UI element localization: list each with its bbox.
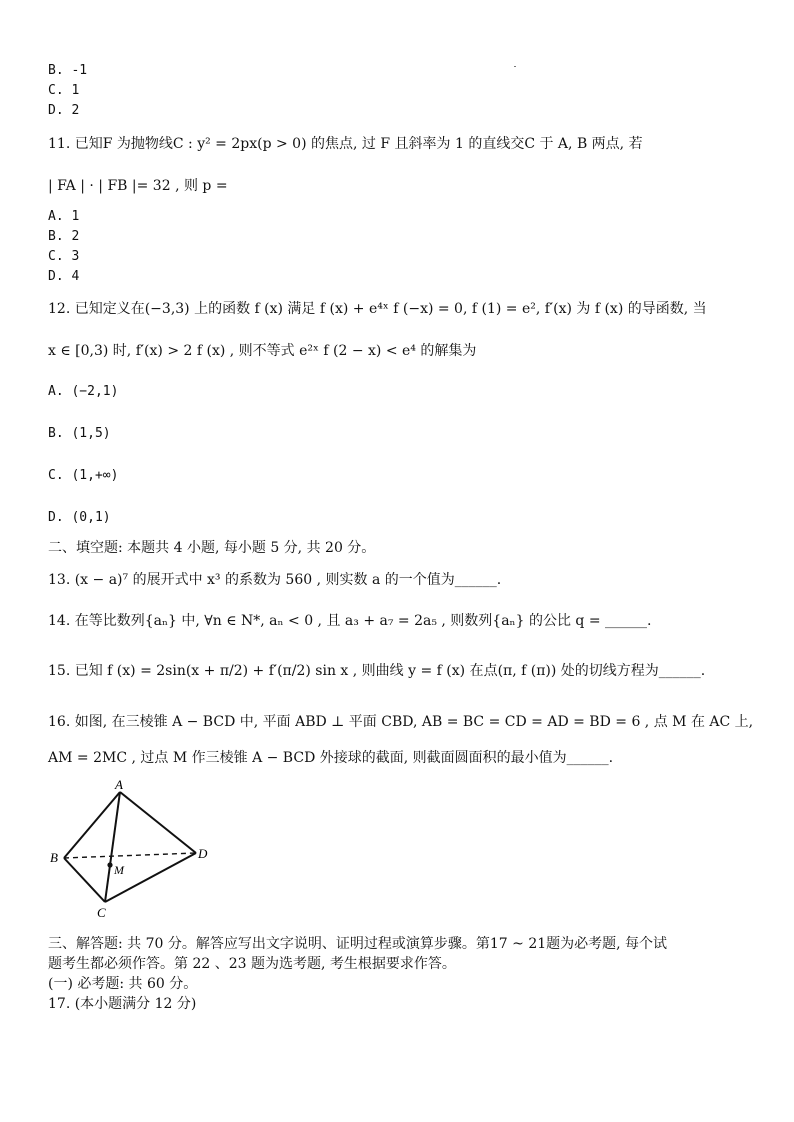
q11-option-a: A. 1 <box>48 209 80 224</box>
q12-stem-line2: x ∈ [0,3) 时, f′(x) > 2 f (x) , 则不等式 e²ˣ f (2 − x) < e⁴ 的解集为 <box>48 343 477 359</box>
option-b: B. -1 <box>48 63 88 78</box>
q12-stem-line1: 12. 已知定义在(−3,3) 上的函数 f (x) 满足 f (x) + e⁴ˣ f (−x) = 0, f (1) = e², f′(x) 为 f (x) 的导函数, 当 <box>48 301 707 317</box>
q14-stem: 14. 在等比数列{aₙ} 中, ∀n ∈ N*, aₙ < 0 , 且 a₃ + a₇ = 2a₅ , 则数列{aₙ} 的公比 q = ______. <box>48 613 652 629</box>
label-b: B <box>50 850 58 865</box>
label-d: D <box>198 846 208 861</box>
q12-option-b: B. (1,5) <box>48 426 111 441</box>
edge-bc <box>64 858 105 902</box>
scan-speck <box>514 66 516 67</box>
label-c: C <box>97 905 106 920</box>
q13-stem: 13. (x − a)⁷ 的展开式中 x³ 的系数为 560 , 则实数 a 的一个值为______. <box>48 572 502 588</box>
q11-stem-line1: 11. 已知F 为抛物线C : y² = 2px(p > 0) 的焦点, 过 F 且斜率为 1 的直线交C 于 A, B 两点, 若 <box>48 136 643 152</box>
q11-option-d: D. 4 <box>48 269 80 284</box>
q12-option-a: A. (−2,1) <box>48 384 119 399</box>
edge-bd-hidden <box>64 853 196 858</box>
label-m: M <box>114 863 124 877</box>
section3-line1: 三、解答题: 共 70 分。解答应写出文字说明、证明过程或演算步骤。第17 ~ 21题为必考题, 每个试 <box>48 936 668 952</box>
option-c: C. 1 <box>48 83 80 98</box>
edge-cd <box>105 853 196 902</box>
q11-stem-line2: | FA | · | FB |= 32 , 则 p = <box>48 178 228 194</box>
point-m <box>107 862 112 867</box>
q17-heading: 17. (本小题满分 12 分) <box>48 996 197 1012</box>
section2-heading: 二、填空题: 本题共 4 小题, 每小题 5 分, 共 20 分。 <box>48 540 376 556</box>
q16-stem-line1: 16. 如图, 在三棱锥 A − BCD 中, 平面 ABD ⊥ 平面 CBD, AB = BC = CD = AD = BD = 6 , 点 M 在 AC 上, <box>48 714 754 730</box>
q11-option-c: C. 3 <box>48 249 80 264</box>
section3-line3: (一) 必考题: 共 60 分。 <box>48 976 198 992</box>
edge-ad <box>120 792 196 853</box>
q15-stem: 15. 已知 f (x) = 2sin(x + π/2) + f′(π/2) sin x , 则曲线 y = f (x) 在点(π, f (π)) 处的切线方程为______. <box>48 663 706 679</box>
section3-line2: 题考生都必须作答。第 22 、23 题为选考题, 考生根据要求作答。 <box>48 956 456 972</box>
label-a: A <box>115 780 123 792</box>
q11-option-b: B. 2 <box>48 229 80 244</box>
q12-option-c: C. (1,+∞) <box>48 468 119 483</box>
option-d: D. 2 <box>48 103 80 118</box>
tetrahedron-figure <box>48 780 228 920</box>
q16-stem-line2: AM = 2MC , 过点 M 作三棱锥 A − BCD 外接球的截面, 则截面圆面积的最小值为______. <box>48 750 614 766</box>
q12-option-d: D. (0,1) <box>48 510 111 525</box>
